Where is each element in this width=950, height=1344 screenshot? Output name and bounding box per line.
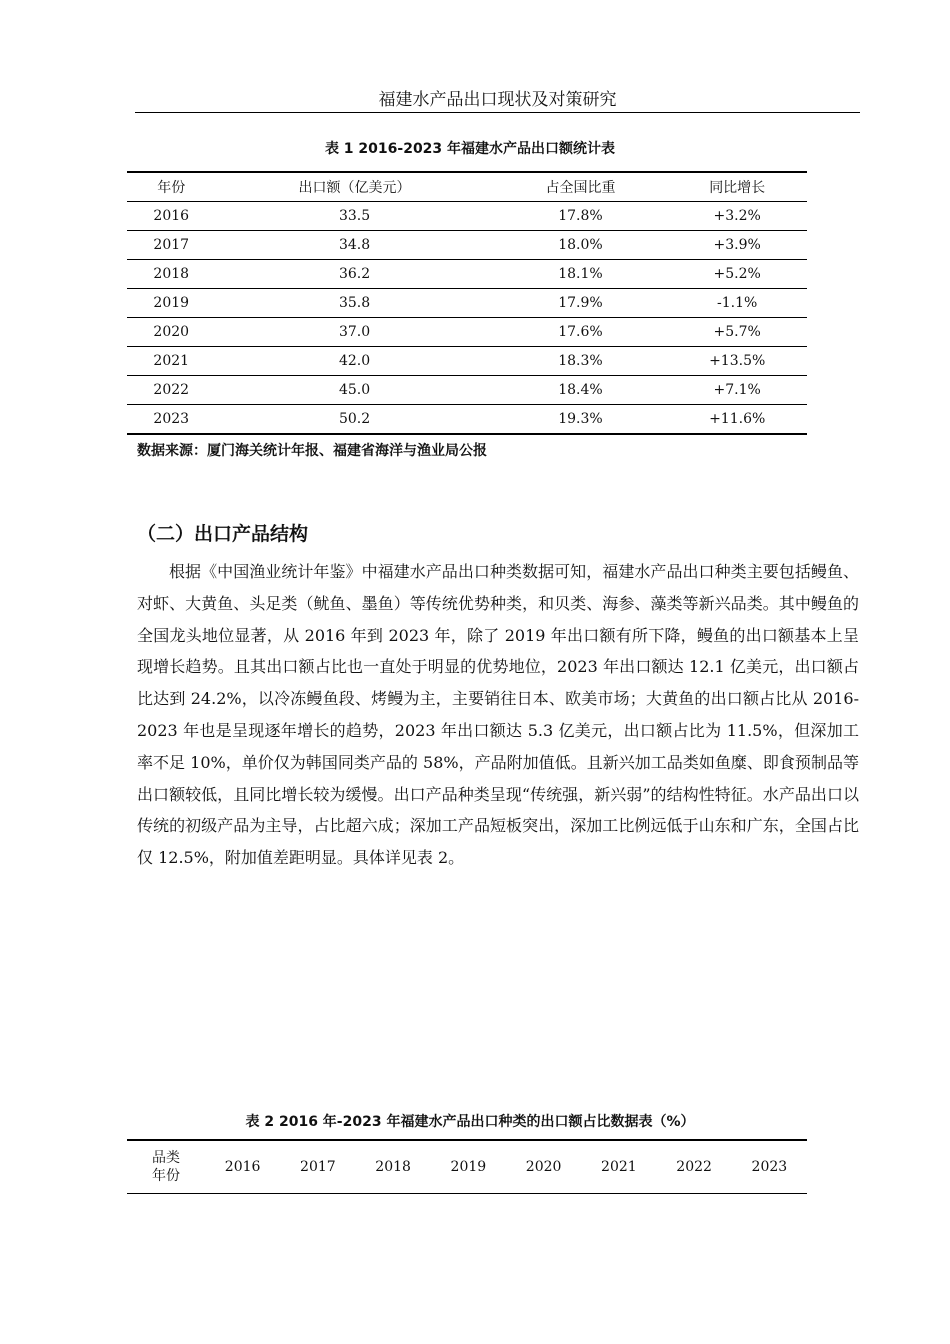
cell-yoy-growth: -1.1% xyxy=(667,289,807,318)
cell-national-share: 17.9% xyxy=(494,289,668,318)
header-year: 2019 xyxy=(450,1159,487,1175)
body-paragraph: 根据《中国渔业统计年鉴》中福建水产品出口种类数据可知，福建水产品出口种类主要包括鳗鱼、对虾、大黄鱼、头足类（鱿鱼、墨鱼）等传统优势种类，和贝类、海参、藻类等新兴品类。其中鳗鱼的全国龙头地位显著，从 2016 年到 2023 年，除了 2019 年出口额有所下降，鳗鱼的出口额基本上呈现增长趋势。且其出口额占比也一直处于明显的优势地位，2023 年出口额达 12.1 亿美元，出口额占比达到 24.2%，以冷冻鳗鱼段、烤鳗为主，主要销往日本、欧美市场；大黄鱼的出口额占比从 2016-2023 年也是呈现逐年增长的趋势，2023 年出口额达 5.3 亿美元，出口额占比为 11.5%，但深加工率不足 10%，单价仅为韩国同类产品的 58%，产品附加值低。且新兴加工品类如鱼糜、即食预制品等出口额较低，且同比增长较为缓慢。出口产品种类呈现“传统强，新兴弱”的结构性特征。水产品出口以传统的初级产品为主导，占比超六成；深加工产品短板突出，深加工比例远低于山东和广东，全国占比仅 12.5%，附加值差距明显。具体详见表 2。 xyxy=(137,562,859,868)
cell-export-value: 35.8 xyxy=(215,289,493,318)
export-value-table xyxy=(127,171,807,435)
table-row xyxy=(127,376,807,405)
header-year: 2020 xyxy=(525,1159,562,1175)
cell-year: 2017 xyxy=(127,231,215,260)
cell-year: 2019 xyxy=(127,289,215,318)
cell-yoy-growth: +5.2% xyxy=(667,260,807,289)
header-yoy-growth: 同比增长 xyxy=(667,172,807,202)
cell-national-share: 17.6% xyxy=(494,318,668,347)
cell-export-value: 50.2 xyxy=(338,411,371,427)
cell-yoy-growth: +5.7% xyxy=(667,318,807,347)
corner-year-label: 年份 xyxy=(152,1168,180,1184)
table-row xyxy=(127,405,807,435)
table-row xyxy=(127,260,807,289)
corner-header xyxy=(127,1140,205,1194)
table-row xyxy=(127,202,807,231)
cell-yoy-growth: +7.1% xyxy=(667,376,807,405)
section-heading: （二）出口产品结构 xyxy=(137,523,309,545)
header-national-share: 占全国比重 xyxy=(494,172,668,202)
table1-caption: 表 1 2016-2023 年福建水产品出口额统计表 xyxy=(324,141,616,157)
cell-year: 2023 xyxy=(153,411,190,427)
cell-year: 2022 xyxy=(127,376,215,405)
cell-export-value: 34.8 xyxy=(215,231,493,260)
cell-national-share: 19.3% xyxy=(558,411,603,427)
cell-year: 2016 xyxy=(127,202,215,231)
cell-year: 2020 xyxy=(127,318,215,347)
header-year: 2022 xyxy=(676,1159,712,1175)
header-export-value: 出口额（亿美元） xyxy=(215,172,493,202)
cell-export-value: 36.2 xyxy=(215,260,493,289)
data-source-note: 数据来源：厦门海关统计年报、福建省海洋与渔业局公报 xyxy=(137,443,487,459)
cell-national-share: 18.1% xyxy=(494,260,668,289)
table-row xyxy=(127,289,807,318)
header-year: 年份 xyxy=(127,172,215,202)
corner-category-label: 品类 xyxy=(152,1150,180,1166)
table-row xyxy=(127,231,807,260)
header-year: 2016 xyxy=(224,1159,261,1175)
product-share-table xyxy=(127,1139,807,1194)
table-header-row xyxy=(127,172,807,202)
cell-year: 2021 xyxy=(127,347,215,376)
header-year: 2018 xyxy=(375,1159,411,1175)
cell-yoy-growth: +3.2% xyxy=(667,202,807,231)
header-year: 2017 xyxy=(300,1159,336,1175)
cell-national-share: 18.3% xyxy=(494,347,668,376)
cell-national-share: 18.0% xyxy=(494,231,668,260)
table-row xyxy=(127,347,807,376)
table-header-row xyxy=(127,1140,807,1194)
cell-export-value: 42.0 xyxy=(215,347,493,376)
header-year: 2021 xyxy=(601,1159,637,1175)
cell-yoy-growth: +13.5% xyxy=(667,347,807,376)
cell-export-value: 45.0 xyxy=(215,376,493,405)
cell-yoy-growth: +3.9% xyxy=(667,231,807,260)
cell-export-value: 33.5 xyxy=(215,202,493,231)
table-row xyxy=(127,318,807,347)
cell-national-share: 17.8% xyxy=(494,202,668,231)
running-header: 福建水产品出口现状及对策研究 xyxy=(135,88,860,113)
cell-yoy-growth: +11.6% xyxy=(709,411,766,427)
header-year: 2023 xyxy=(751,1159,788,1175)
cell-year: 2018 xyxy=(127,260,215,289)
table2-caption: 表 2 2016 年-2023 年福建水产品出口种类的出口额占比数据表（%） xyxy=(245,1114,695,1130)
cell-national-share: 18.4% xyxy=(494,376,668,405)
cell-export-value: 37.0 xyxy=(215,318,493,347)
